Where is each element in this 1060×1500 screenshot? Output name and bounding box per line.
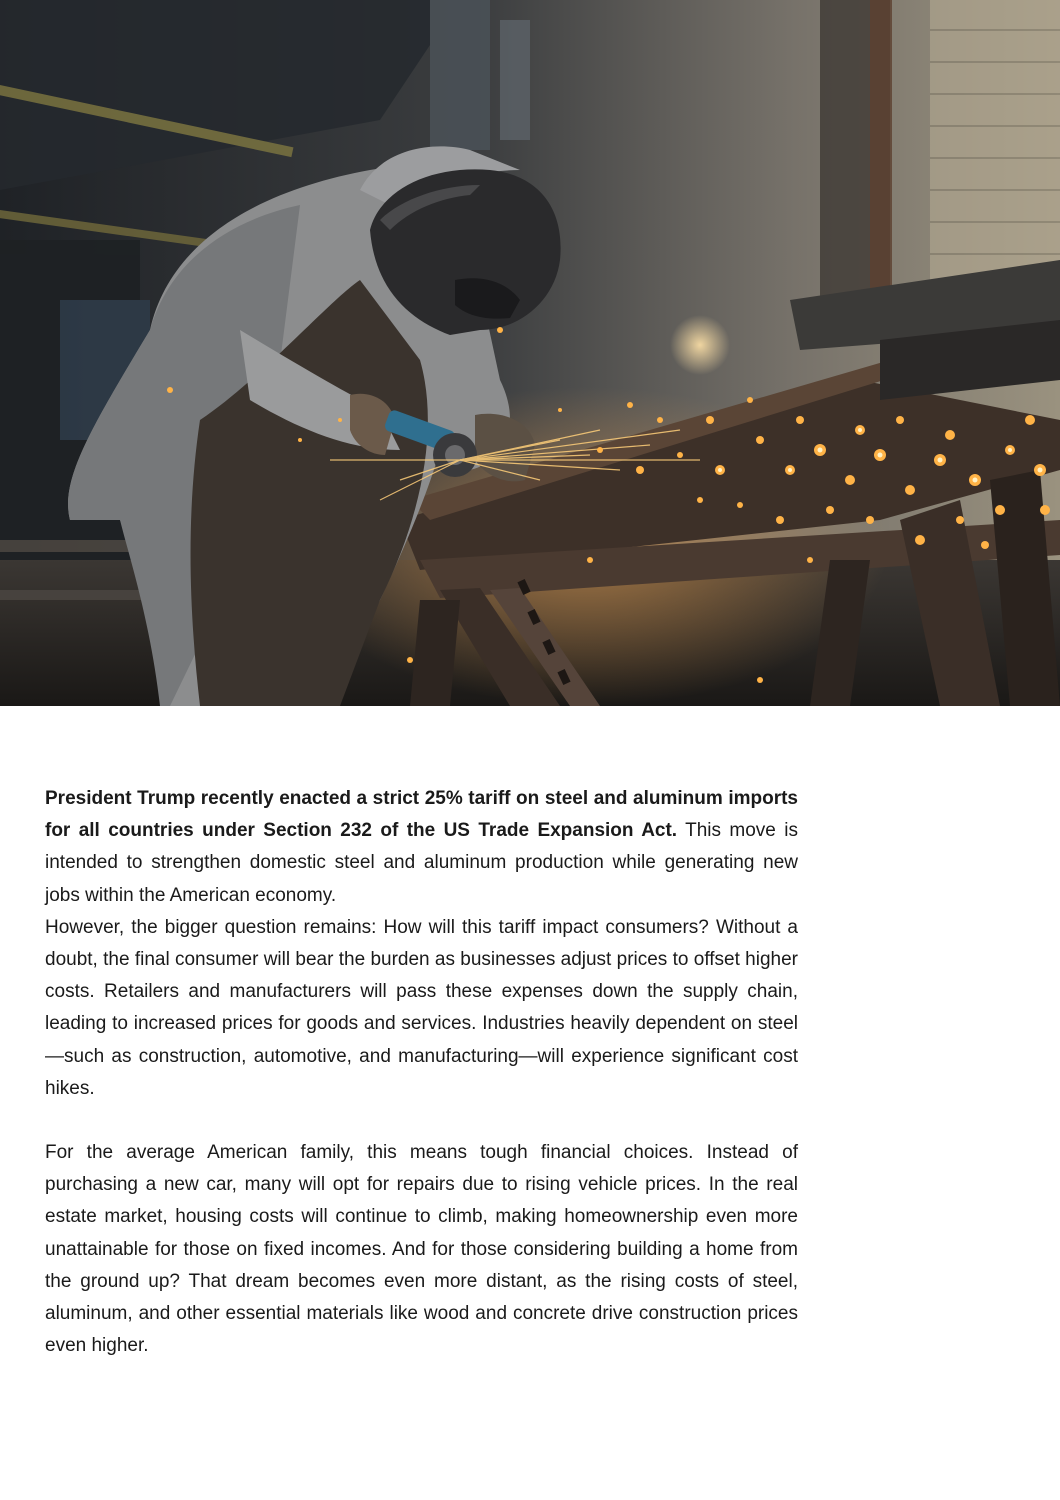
paragraph-consumer-impact: However, the bigger question remains: How will this tariff impact consumers? Without a doubt, the final consumer will bear the burden as businesses adjust prices to offset higher costs. Retailers and manufacturers will pass these expenses down the supply chain, leading to increased prices for goods and services. Industries heavily dependent on steel—such as construction, automotive, and manufacturing—will experience significant cost hikes. (45, 916, 798, 1099)
welder-sparks-illustration (0, 0, 1060, 706)
paragraph-family-impact: For the average American family, this means tough financial choices. Instead of purchasing a new car, many will opt for repairs due to rising vehicle prices. In the real estate market, housing costs will continue to climb, making homeownership even more unattainable for those on fixed incomes. And for those considering building a home from the ground up? That dream becomes even more distant, as the rising costs of steel, aluminum, and other essential materials like wood and concrete drive construction prices even higher. (45, 1142, 798, 1357)
article-body (45, 783, 798, 1362)
hero-photo (0, 0, 1060, 706)
brick-wall (930, 0, 1060, 290)
paragraph-intro (45, 783, 798, 912)
lead-sentence: President Trump recently enacted a strict 25% tariff on steel and aluminum imports for all countries under Section 232 of the US Trade Expansion Act. (45, 788, 798, 842)
intro-text: This move is intended to strengthen domestic steel and aluminum production while generating new jobs within the American economy. (45, 820, 798, 906)
